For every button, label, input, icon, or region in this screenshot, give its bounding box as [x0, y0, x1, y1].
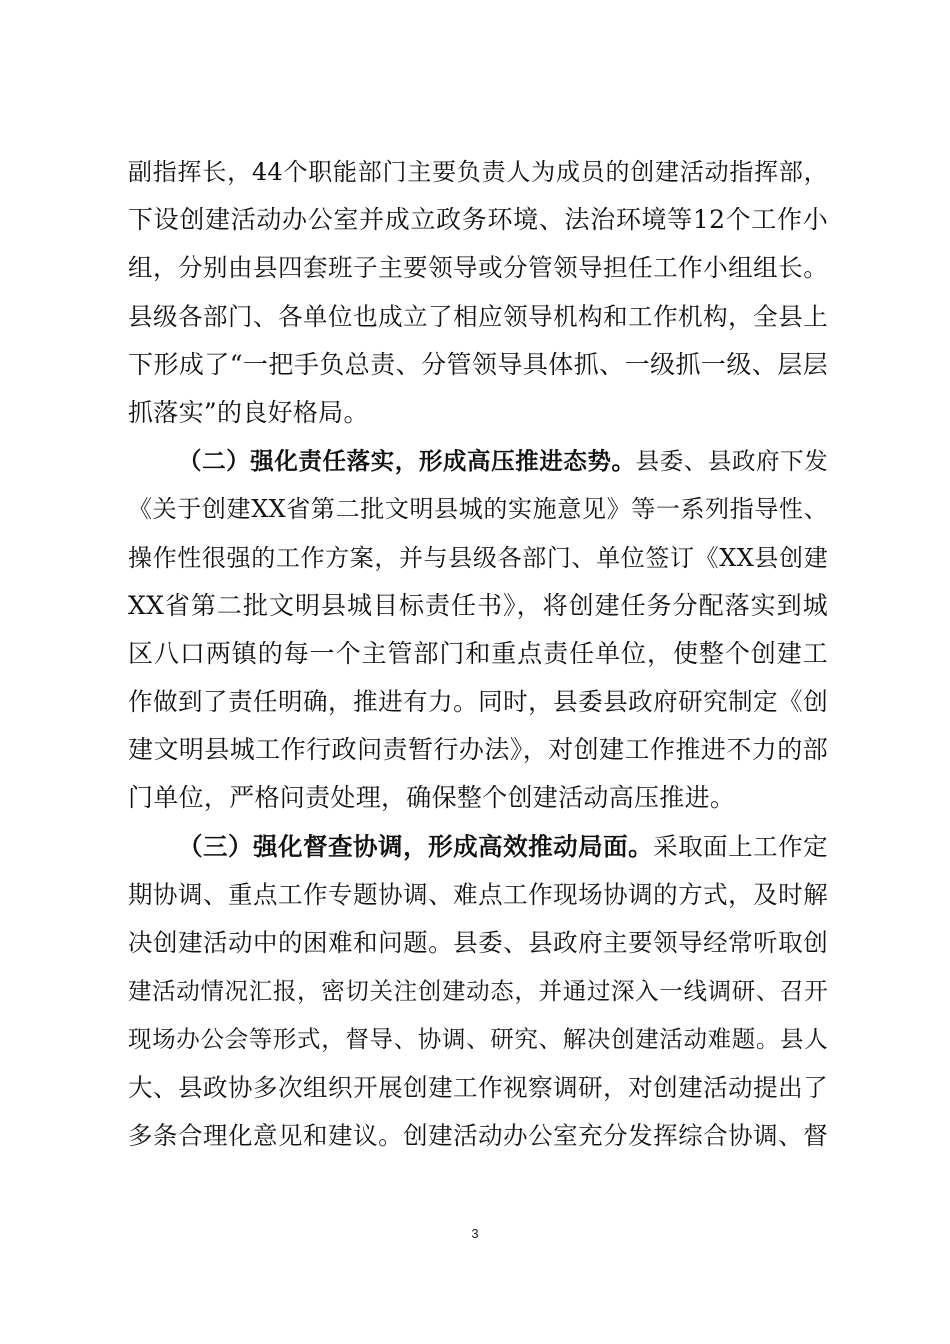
- section-heading-line: （二）强化责任落实，形成高压推进态势。县委、县政府下发: [178, 447, 828, 476]
- text-line: 下形成了“一把手负总责、分管领导具体抓、一级抓一级、层层: [128, 349, 828, 379]
- text-line: 《关于创建XX省第二批文明县城的实施意见》等一系列指导性、: [128, 495, 828, 524]
- text-line: XX省第二批文明县城目标责任书》，将创建任务分配落实到城: [128, 590, 828, 620]
- text-line: 建文明县城工作行政问责暂行办法》，对创建工作推进不力的部: [128, 735, 828, 765]
- text-line: 现场办公会等形式，督导、协调、研究、解决创建活动难题。县人: [128, 1025, 828, 1054]
- text-line: 组，分别由县四套班子主要领导或分管领导担任工作小组组长。: [128, 253, 828, 283]
- text-line: 副指挥长，44个职能部门主要负责人为成员的创建活动指挥部，: [128, 158, 828, 186]
- section-heading-line: （三）强化督查协调，形成高效推动局面。采取面上工作定: [178, 831, 828, 861]
- text-line: 大、县政协多次组织开展创建工作视察调研，对创建活动提出了: [128, 1072, 828, 1102]
- text-line: 多条合理化意见和建议。创建活动办公室充分发挥综合协调、督: [128, 1120, 828, 1150]
- text-line: 门单位，严格问责处理，确保整个创建活动高压推进。: [128, 783, 736, 813]
- text-line: 抓落实”的良好格局。: [128, 397, 369, 427]
- text-line: 作做到了责任明确，推进有力。同时，县委县政府研究制定《创: [128, 687, 828, 717]
- section-heading-3: （三）强化督查协调，形成高效推动局面。: [178, 831, 654, 861]
- text-line: 决创建活动中的困难和问题。县委、县政府主要领导经常听取创: [128, 928, 828, 957]
- text-line: 期协调、重点工作专题协调、难点工作现场协调的方式，及时解: [128, 879, 828, 909]
- body-text: [128, 148, 828, 1160]
- text-line: 区八口两镇的每一个主管部门和重点责任单位，使整个创建工: [128, 638, 828, 668]
- section-heading-2: （二）强化责任落实，形成高压推进态势。: [178, 447, 636, 476]
- page-number: 3: [471, 1226, 479, 1241]
- text-line: 县级各部门、各单位也成立了相应领导机构和工作机构，全县上: [128, 301, 828, 331]
- text-line: 操作性很强的工作方案，并与县级各部门、单位签订《XX县创建: [128, 543, 828, 572]
- text-line: 下设创建活动办公室并成立政务环境、法治环境等12个工作小: [128, 205, 828, 235]
- text-line: 建活动情况汇报，密切关注创建动态，并通过深入一线调研、召开: [128, 977, 828, 1006]
